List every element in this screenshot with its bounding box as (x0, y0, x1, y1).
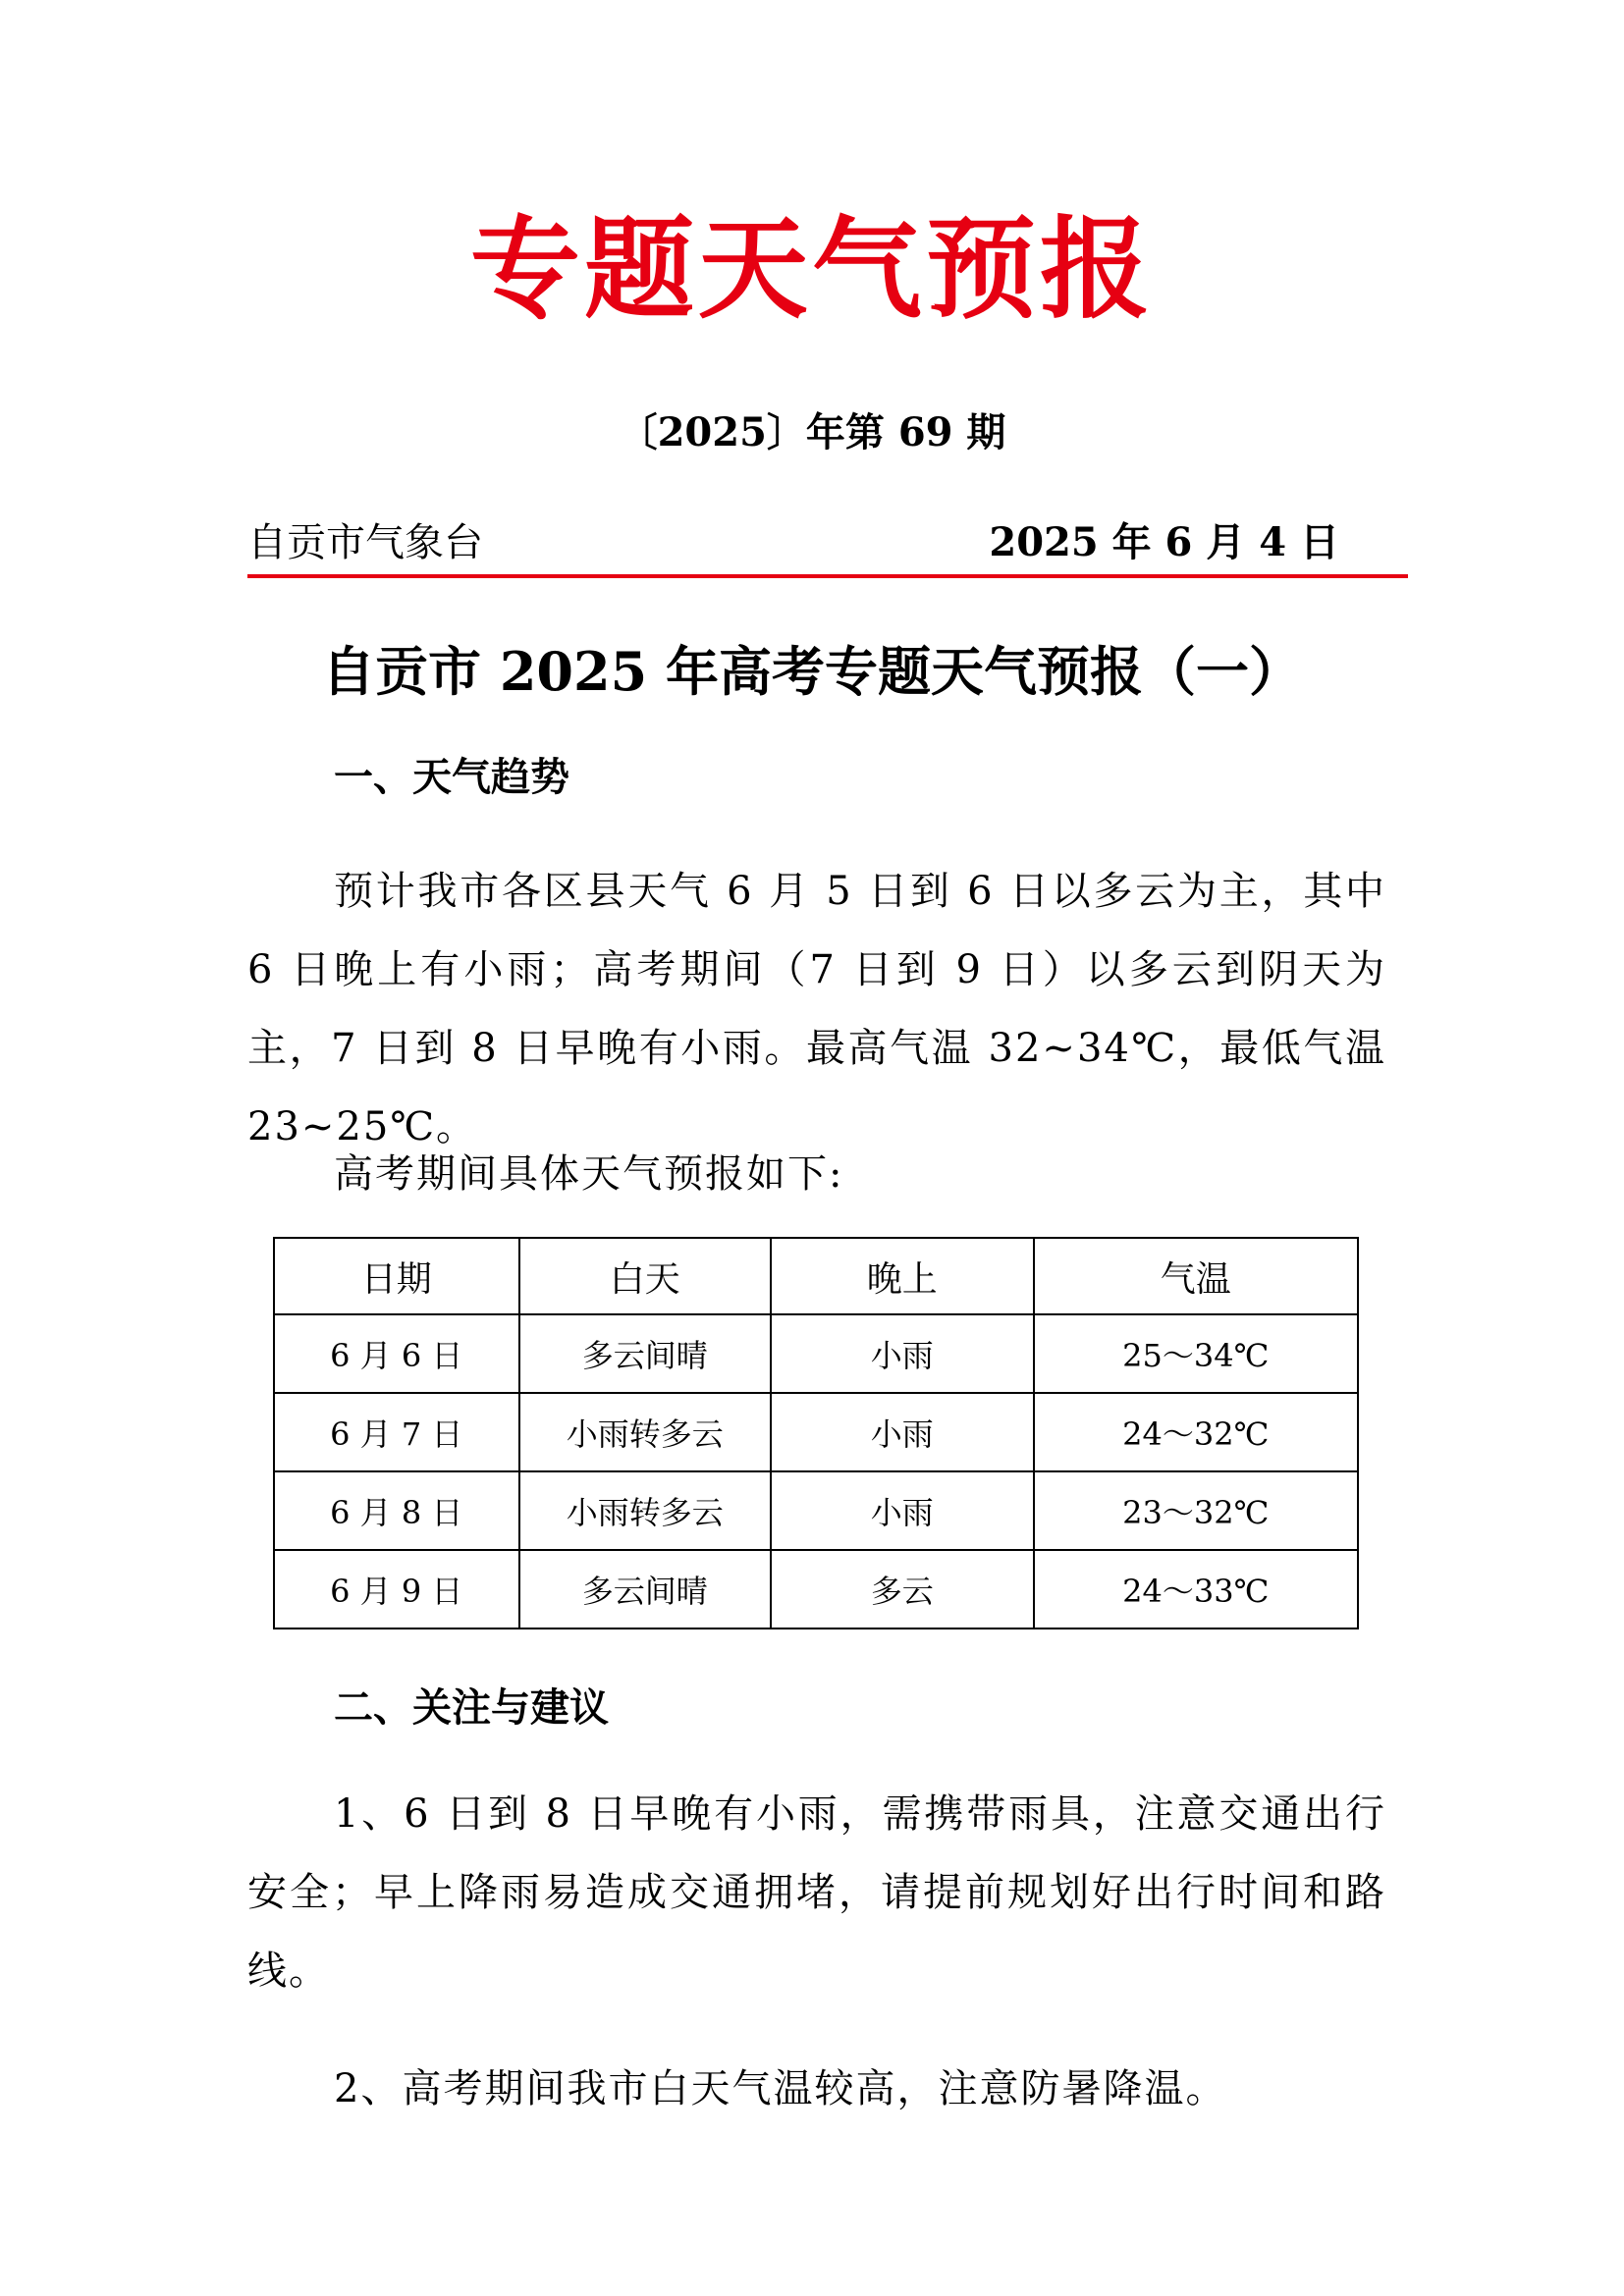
weather-trend-paragraph: 预计我市各区县天气 6 月 5 日到 6 日以多云为主，其中 6 日晚上有小雨；高考期间（7 日到 9 日）以多云到阴天为主，7 日到 8 日早晚有小雨。最高气温 32~34℃，最低气温 23~25℃。 (247, 869, 1386, 1149)
cell-night: 小雨 (771, 1314, 1033, 1393)
issue-number: 〔2025〕年第 69 期 (618, 409, 1006, 455)
cell-date: 6 月 7 日 (274, 1393, 519, 1471)
forecast-table (273, 1237, 1359, 1629)
cell-temperature: 24～32℃ (1034, 1393, 1358, 1471)
cell-night: 小雨 (771, 1393, 1033, 1471)
column-header-daytime: 白天 (519, 1238, 772, 1314)
column-header-temperature: 气温 (1034, 1238, 1358, 1314)
table-header-row (274, 1238, 1358, 1314)
table-row (274, 1314, 1358, 1393)
table-row (274, 1471, 1358, 1550)
cell-night: 小雨 (771, 1471, 1033, 1550)
cell-night: 多云 (771, 1550, 1033, 1629)
cell-daytime: 小雨转多云 (519, 1471, 772, 1550)
advice-item-2: 2、高考期间我市白天气温较高，注意防暑降温。 (334, 2066, 1227, 2111)
column-header-night: 晚上 (771, 1238, 1033, 1314)
cell-daytime: 多云间晴 (519, 1550, 772, 1629)
cell-date: 6 月 8 日 (274, 1471, 519, 1550)
table-row (274, 1393, 1358, 1471)
table-row (274, 1550, 1358, 1629)
cell-temperature: 24～33℃ (1034, 1550, 1358, 1629)
issuing-organization: 自贡市气象台 (247, 520, 483, 565)
document-title: 自贡市 2025 年高考专题天气预报（一） (322, 640, 1302, 703)
red-divider (247, 574, 1408, 578)
section-heading-weather-trend: 一、天气趋势 (334, 754, 569, 800)
column-header-date: 日期 (274, 1238, 519, 1314)
cell-temperature: 23～32℃ (1034, 1471, 1358, 1550)
masthead-title: 专题天气预报 (470, 206, 1154, 334)
cell-daytime: 多云间晴 (519, 1314, 772, 1393)
cell-temperature: 25～34℃ (1034, 1314, 1358, 1393)
section-heading-advice: 二、关注与建议 (334, 1684, 609, 1731)
table-intro: 高考期间具体天气预报如下: (334, 1151, 844, 1197)
cell-date: 6 月 6 日 (274, 1314, 519, 1393)
publish-date: 2025 年 6 月 4 日 (989, 519, 1339, 565)
advice-item-1: 1、6 日到 8 日早晚有小雨，需携带雨具，注意交通出行安全；早上降雨易造成交通拥堵，请提前规划好出行时间和路线。 (247, 1791, 1386, 1994)
cell-daytime: 小雨转多云 (519, 1393, 772, 1471)
cell-date: 6 月 9 日 (274, 1550, 519, 1629)
